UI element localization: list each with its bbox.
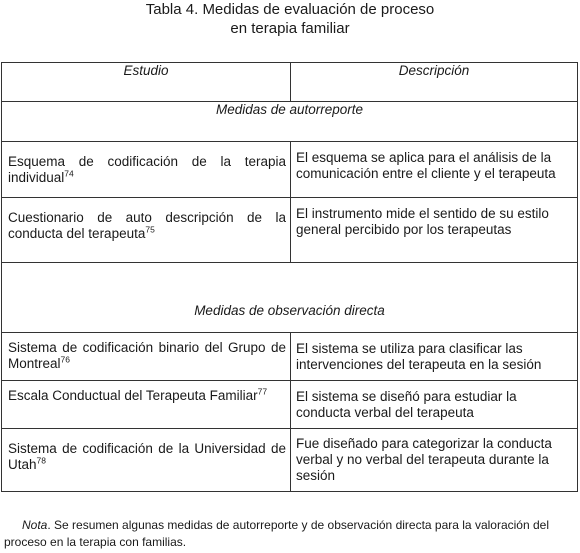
section-row-self-report <box>2 102 578 142</box>
table-row <box>2 142 578 198</box>
description-cell: El instrumento mide el sentido de su estilo general percibido por los terapeutas <box>291 198 578 263</box>
caption-line-1: Tabla 4. Medidas de evaluación de proceso <box>145 1 435 18</box>
caption-line-2: en terapia familiar <box>230 20 350 37</box>
study-name: Sistema de codificación binario del Grupo de Montreal <box>8 340 286 371</box>
note-text: . Se resumen algunas medidas de autorreporte y de observación directa para la valoración del proceso en la terapia con familias. <box>4 518 549 549</box>
table-caption <box>0 0 580 38</box>
evaluation-measures-table <box>1 62 578 492</box>
header-study: Estudio <box>2 63 291 102</box>
study-cell <box>2 381 291 429</box>
study-cell <box>2 429 291 492</box>
reference-number: 77 <box>257 386 268 397</box>
header-description: Descripción <box>291 63 578 102</box>
table-note <box>4 517 578 551</box>
reference-number: 78 <box>36 455 46 466</box>
note-label: Nota <box>22 518 48 532</box>
study-name: Cuestionario de auto descripción de la conducta del terapeuta <box>8 210 286 241</box>
table-row <box>2 381 578 429</box>
reference-number: 76 <box>60 354 70 365</box>
table-row <box>2 333 578 381</box>
description-cell: El sistema se utiliza para clasificar las intervenciones del terapeuta en la sesión <box>291 333 578 381</box>
description-cell: Fue diseñado para categorizar la conducta verbal y no verbal del terapeuta durante la sesión <box>291 429 578 492</box>
section-title: Medidas de observación directa <box>2 263 578 333</box>
study-cell <box>2 142 291 198</box>
description-cell: El esquema se aplica para el análisis de la comunicación entre el cliente y el terapeuta <box>291 142 578 198</box>
section-row-direct-observation <box>2 263 578 333</box>
reference-number: 74 <box>64 168 74 179</box>
study-name: Escala Conductual del Terapeuta Familiar <box>8 388 258 403</box>
study-name: Sistema de codificación de la Universidad de Utah <box>8 441 286 472</box>
study-cell <box>2 333 291 381</box>
table-header-row <box>2 63 578 102</box>
description-cell: El sistema se diseñó para estudiar la conducta verbal del terapeuta <box>291 381 578 429</box>
table-row <box>2 198 578 263</box>
section-title: Medidas de autorreporte <box>2 102 578 142</box>
table-row <box>2 429 578 492</box>
study-cell <box>2 198 291 263</box>
study-name: Esquema de codificación de la terapia individual <box>8 154 286 185</box>
reference-number: 75 <box>145 224 155 235</box>
